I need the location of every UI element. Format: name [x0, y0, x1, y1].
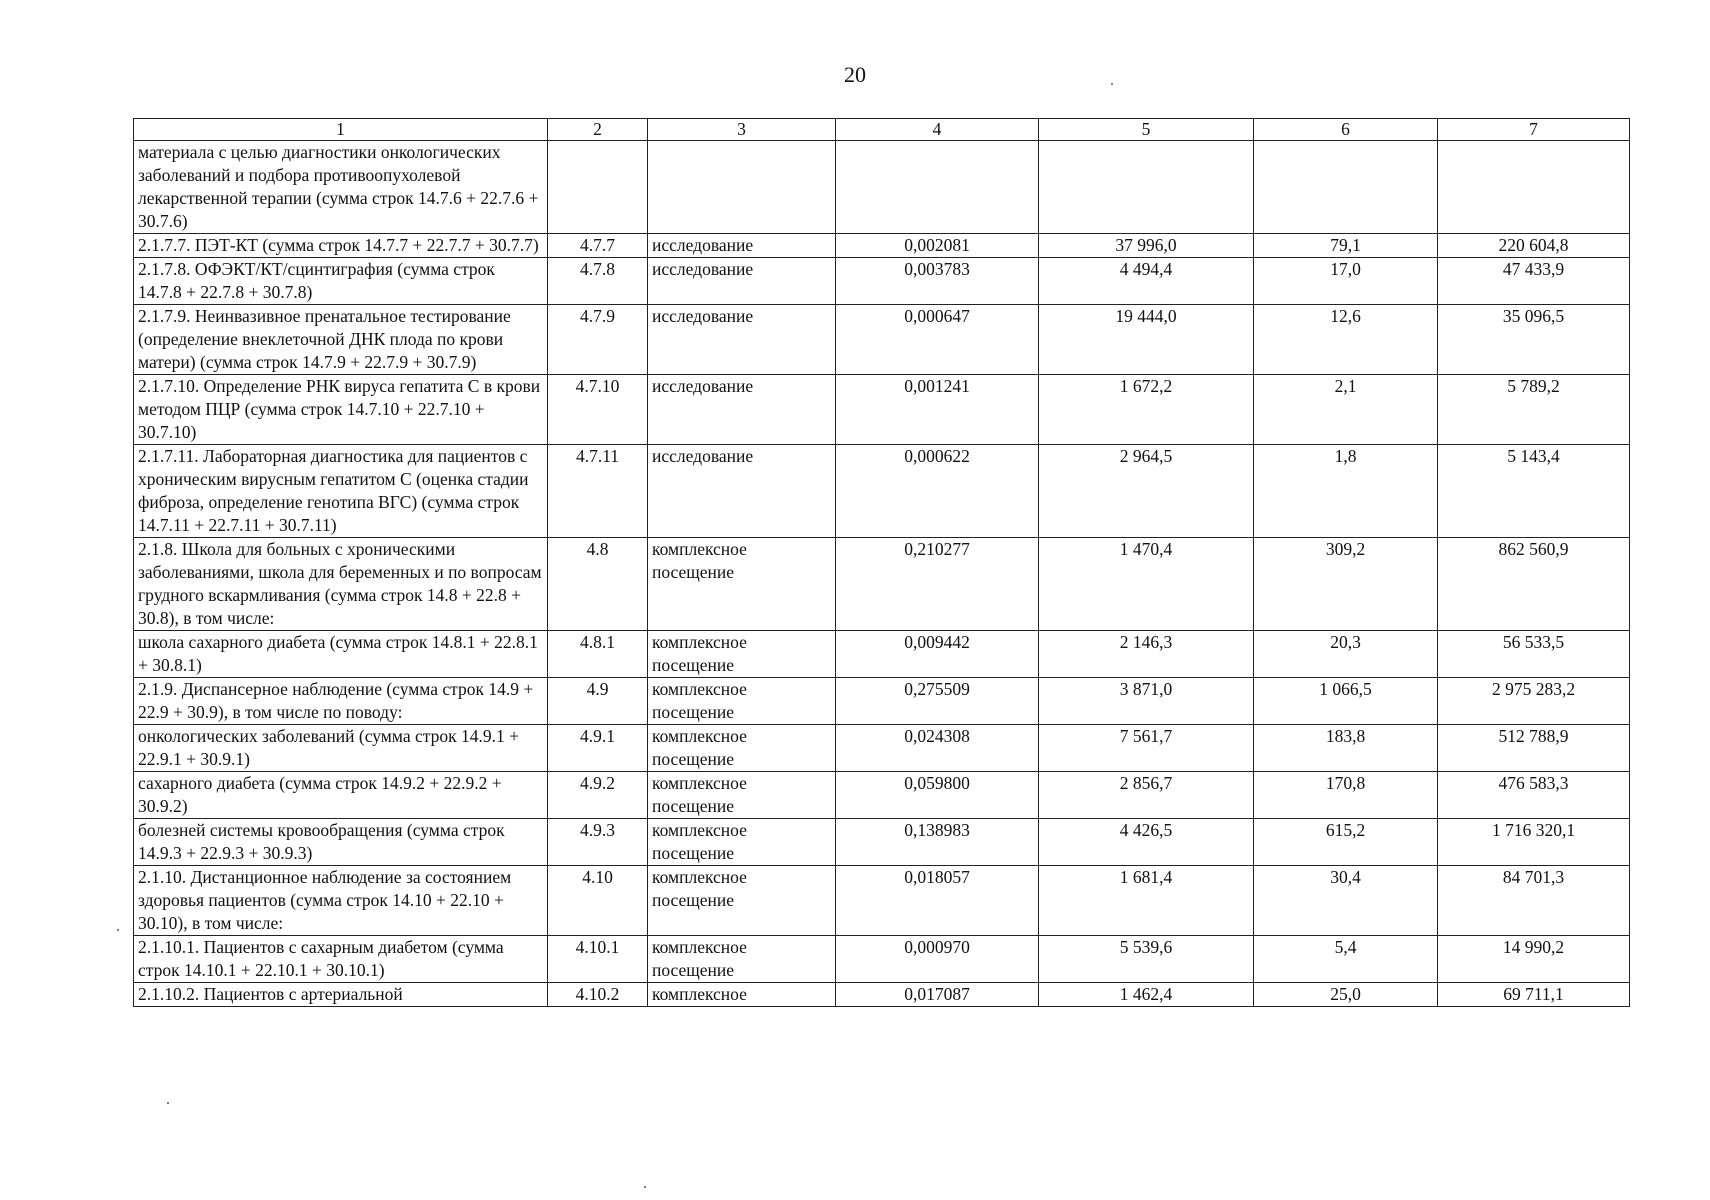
row-norm: 0,000647 — [836, 305, 1039, 375]
row-total: 862 560,9 — [1438, 538, 1630, 631]
row-cost: 2 856,7 — [1039, 772, 1254, 819]
row-total: 5 789,2 — [1438, 375, 1630, 445]
table-row — [134, 141, 1630, 234]
table-row — [134, 866, 1630, 936]
row-per-capita: 1 066,5 — [1254, 678, 1438, 725]
row-description: материала с целью диагностики онкологических заболеваний и подбора противоопухолевой лекарственной терапии (сумма строк 14.7.6 + 22.7.6 + 30.7.6) — [134, 141, 548, 234]
table-row — [134, 305, 1630, 375]
row-norm: 0,024308 — [836, 725, 1039, 772]
row-description: 2.1.9. Диспансерное наблюдение (сумма строк 14.9 + 22.9 + 30.9), в том числе по поводу: — [134, 678, 548, 725]
row-per-capita: 170,8 — [1254, 772, 1438, 819]
table-row — [134, 725, 1630, 772]
row-unit: исследование — [648, 445, 836, 538]
row-norm: 0,018057 — [836, 866, 1039, 936]
row-description: 2.1.8. Школа для больных с хроническими заболеваниями, школа для беременных и по вопросам грудного вскармливания (сумма строк 14.8 + 22.8 + 30.8), в том числе: — [134, 538, 548, 631]
table-row — [134, 234, 1630, 258]
row-unit: комплексное — [648, 983, 836, 1007]
row-norm: 0,059800 — [836, 772, 1039, 819]
row-code: 4.8 — [548, 538, 648, 631]
column-header: 4 — [836, 119, 1039, 141]
row-code: 4.7.10 — [548, 375, 648, 445]
row-norm: 0,138983 — [836, 819, 1039, 866]
row-description: школа сахарного диабета (сумма строк 14.8.1 + 22.8.1 + 30.8.1) — [134, 631, 548, 678]
row-description: 2.1.10. Дистанционное наблюдение за состоянием здоровья пациентов (сумма строк 14.10 + 22.10 + 30.10), в том числе: — [134, 866, 548, 936]
row-total: 14 990,2 — [1438, 936, 1630, 983]
row-per-capita: 30,4 — [1254, 866, 1438, 936]
row-unit: комплексное посещение — [648, 631, 836, 678]
row-code: 4.9.2 — [548, 772, 648, 819]
column-header: 1 — [134, 119, 548, 141]
row-per-capita: 5,4 — [1254, 936, 1438, 983]
row-cost: 1 681,4 — [1039, 866, 1254, 936]
column-header: 6 — [1254, 119, 1438, 141]
row-per-capita: 1,8 — [1254, 445, 1438, 538]
row-total: 2 975 283,2 — [1438, 678, 1630, 725]
row-unit: исследование — [648, 234, 836, 258]
header-row — [134, 119, 1630, 141]
column-header: 2 — [548, 119, 648, 141]
row-unit: комплексное посещение — [648, 538, 836, 631]
row-unit: комплексное посещение — [648, 772, 836, 819]
row-cost: 1 462,4 — [1039, 983, 1254, 1007]
row-total: 512 788,9 — [1438, 725, 1630, 772]
row-code: 4.10.1 — [548, 936, 648, 983]
table-row — [134, 631, 1630, 678]
row-description: онкологических заболеваний (сумма строк 14.9.1 + 22.9.1 + 30.9.1) — [134, 725, 548, 772]
row-unit: комплексное посещение — [648, 819, 836, 866]
row-per-capita: 25,0 — [1254, 983, 1438, 1007]
row-code: 4.9.3 — [548, 819, 648, 866]
scan-speck — [644, 1186, 646, 1188]
row-code: 4.7.11 — [548, 445, 648, 538]
row-description: сахарного диабета (сумма строк 14.9.2 + 22.9.2 + 30.9.2) — [134, 772, 548, 819]
scan-speck — [167, 1102, 169, 1104]
row-total — [1438, 141, 1630, 234]
row-code: 4.9.1 — [548, 725, 648, 772]
table-row — [134, 772, 1630, 819]
row-description: 2.1.10.1. Пациентов с сахарным диабетом (сумма строк 14.10.1 + 22.10.1 + 30.10.1) — [134, 936, 548, 983]
row-per-capita: 309,2 — [1254, 538, 1438, 631]
column-header: 3 — [648, 119, 836, 141]
row-cost: 4 494,4 — [1039, 258, 1254, 305]
row-per-capita: 20,3 — [1254, 631, 1438, 678]
row-norm: 0,001241 — [836, 375, 1039, 445]
row-description: 2.1.7.11. Лабораторная диагностика для пациентов с хроническим вирусным гепатитом С (оценка стадии фиброза, определение генотипа ВГС) (сумма строк 14.7.11 + 22.7.11 + 30.7.11) — [134, 445, 548, 538]
row-total: 69 711,1 — [1438, 983, 1630, 1007]
row-description: 2.1.7.8. ОФЭКТ/КТ/сцинтиграфия (сумма строк 14.7.8 + 22.7.8 + 30.7.8) — [134, 258, 548, 305]
row-code — [548, 141, 648, 234]
row-total: 84 701,3 — [1438, 866, 1630, 936]
row-description: 2.1.7.9. Неинвазивное пренатальное тестирование (определение внеклеточной ДНК плода по крови матери) (сумма строк 14.7.9 + 22.7.9 + 30.7.9) — [134, 305, 548, 375]
table-row — [134, 258, 1630, 305]
row-description: 2.1.7.7. ПЭТ-КТ (сумма строк 14.7.7 + 22.7.7 + 30.7.7) — [134, 234, 548, 258]
table-row — [134, 375, 1630, 445]
row-unit — [648, 141, 836, 234]
row-total: 1 716 320,1 — [1438, 819, 1630, 866]
row-unit: комплексное посещение — [648, 725, 836, 772]
row-norm: 0,000970 — [836, 936, 1039, 983]
row-per-capita: 2,1 — [1254, 375, 1438, 445]
table-row — [134, 936, 1630, 983]
row-code: 4.10.2 — [548, 983, 648, 1007]
row-per-capita: 17,0 — [1254, 258, 1438, 305]
row-norm: 0,210277 — [836, 538, 1039, 631]
row-cost: 2 964,5 — [1039, 445, 1254, 538]
row-description: болезней системы кровообращения (сумма строк 14.9.3 + 22.9.3 + 30.9.3) — [134, 819, 548, 866]
row-total: 56 533,5 — [1438, 631, 1630, 678]
row-norm: 0,275509 — [836, 678, 1039, 725]
scan-speck — [1111, 83, 1113, 85]
row-code: 4.10 — [548, 866, 648, 936]
row-unit: комплексное посещение — [648, 866, 836, 936]
row-norm — [836, 141, 1039, 234]
row-cost: 37 996,0 — [1039, 234, 1254, 258]
table-row — [134, 538, 1630, 631]
row-norm: 0,003783 — [836, 258, 1039, 305]
row-total: 35 096,5 — [1438, 305, 1630, 375]
row-per-capita: 79,1 — [1254, 234, 1438, 258]
column-header: 5 — [1039, 119, 1254, 141]
table-row — [134, 678, 1630, 725]
row-per-capita — [1254, 141, 1438, 234]
data-table — [133, 118, 1630, 1007]
row-per-capita: 183,8 — [1254, 725, 1438, 772]
row-cost — [1039, 141, 1254, 234]
column-header: 7 — [1438, 119, 1630, 141]
row-cost: 5 539,6 — [1039, 936, 1254, 983]
row-cost: 1 672,2 — [1039, 375, 1254, 445]
row-per-capita: 12,6 — [1254, 305, 1438, 375]
row-cost: 3 871,0 — [1039, 678, 1254, 725]
table-row — [134, 819, 1630, 866]
row-norm: 0,017087 — [836, 983, 1039, 1007]
row-code: 4.9 — [548, 678, 648, 725]
row-total: 5 143,4 — [1438, 445, 1630, 538]
row-cost: 7 561,7 — [1039, 725, 1254, 772]
row-description: 2.1.7.10. Определение РНК вируса гепатита С в крови методом ПЦР (сумма строк 14.7.10 + 22.7.10 + 30.7.10) — [134, 375, 548, 445]
row-description: 2.1.10.2. Пациентов с артериальной — [134, 983, 548, 1007]
row-code: 4.7.7 — [548, 234, 648, 258]
row-unit: комплексное посещение — [648, 936, 836, 983]
row-norm: 0,000622 — [836, 445, 1039, 538]
scan-speck — [117, 929, 119, 931]
row-total: 47 433,9 — [1438, 258, 1630, 305]
row-unit: исследование — [648, 305, 836, 375]
row-code: 4.8.1 — [548, 631, 648, 678]
row-total: 220 604,8 — [1438, 234, 1630, 258]
table-row — [134, 983, 1630, 1007]
row-unit: комплексное посещение — [648, 678, 836, 725]
row-total: 476 583,3 — [1438, 772, 1630, 819]
row-cost: 2 146,3 — [1039, 631, 1254, 678]
page-number: 20 — [844, 62, 866, 87]
row-unit: исследование — [648, 258, 836, 305]
row-code: 4.7.8 — [548, 258, 648, 305]
row-per-capita: 615,2 — [1254, 819, 1438, 866]
row-code: 4.7.9 — [548, 305, 648, 375]
row-cost: 1 470,4 — [1039, 538, 1254, 631]
row-cost: 4 426,5 — [1039, 819, 1254, 866]
table-row — [134, 445, 1630, 538]
row-unit: исследование — [648, 375, 836, 445]
row-norm: 0,002081 — [836, 234, 1039, 258]
row-cost: 19 444,0 — [1039, 305, 1254, 375]
row-norm: 0,009442 — [836, 631, 1039, 678]
